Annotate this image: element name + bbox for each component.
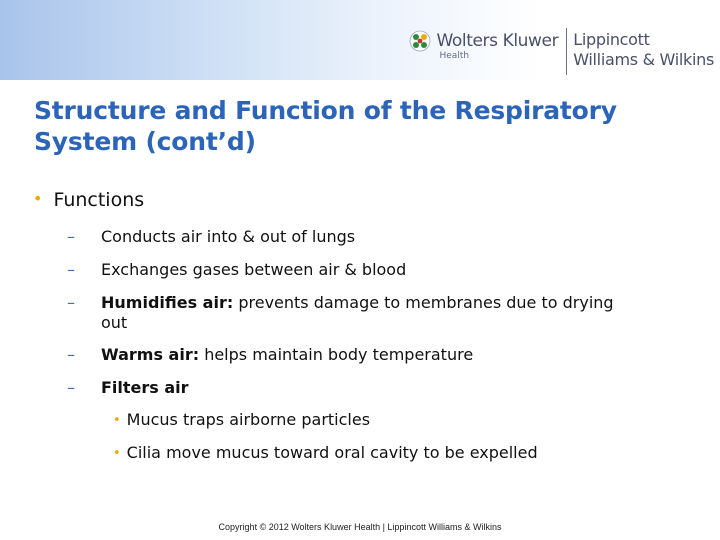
sub-bullet-item (113, 443, 538, 462)
dash-icon: – (67, 260, 75, 279)
list-item-text: Exchanges gases between air & blood (101, 260, 407, 279)
slide-title-line2: System (cont’d) (34, 127, 256, 156)
list-item-text-continued: out (101, 313, 128, 332)
list-item-text: prevents damage to membranes due to drying (233, 293, 614, 312)
copyright-footer: Copyright © 2012 Wolters Kluwer Health | Lippincott Williams & Wilkins (218, 522, 502, 532)
dash-icon: – (67, 227, 75, 246)
bullet-functions (33, 189, 144, 211)
list-item-text: helps maintain body temperature (199, 345, 474, 364)
list-item-bold: Warms air: (101, 345, 200, 364)
slide-title (34, 95, 617, 157)
logo-divider (566, 28, 567, 75)
partner-name-line2: Williams & Wilkins (573, 50, 714, 69)
bullet-icon: • (33, 189, 43, 208)
list-item-text: Conducts air into & out of lungs (101, 227, 356, 246)
sub-bullet-item (113, 410, 370, 429)
publisher-logo (409, 30, 715, 77)
dash-icon: – (67, 293, 75, 312)
dash-icon: – (67, 345, 75, 364)
list-item-bold: Filters air (101, 378, 189, 397)
dash-icon: – (67, 378, 75, 397)
slide-header-band (0, 0, 720, 80)
sub-bullet-text: Cilia move mucus toward oral cavity to be expelled (126, 443, 538, 462)
brand-subtitle: Health (439, 51, 470, 61)
sub-bullet-text: Mucus traps airborne particles (126, 410, 371, 429)
slide-title-line1: Structure and Function of the Respiratory (34, 96, 617, 125)
brand-name: Wolters Kluwer (436, 31, 559, 51)
bullet-label: Functions (53, 189, 145, 211)
partner-name-line1: Lippincott (573, 30, 650, 49)
bullet-icon: • (113, 446, 121, 461)
wolters-kluwer-logo-icon (409, 30, 431, 52)
list-item-bold: Humidifies air: (101, 293, 234, 312)
bullet-icon: • (113, 413, 121, 428)
